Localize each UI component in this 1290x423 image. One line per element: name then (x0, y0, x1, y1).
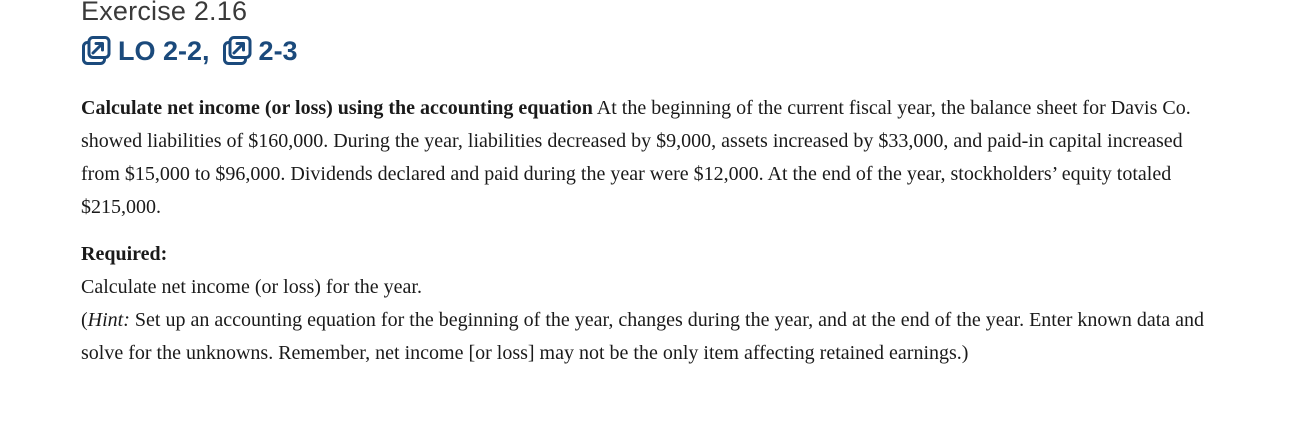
exercise-content (81, 92, 1216, 370)
external-link-icon (81, 36, 111, 66)
lo-label: 2-3 (258, 35, 298, 66)
lo-link-2-3[interactable] (222, 36, 298, 67)
learning-objectives (81, 34, 298, 68)
hint-text: Set up an accounting equation for the beginning of the year, changes during the year, and at the end of the year. Enter known data and solve for the unknowns. Remember, net income [or loss] may not be the only item affecting retained earnings.) (81, 309, 1205, 364)
problem-lead: Calculate net income (or loss) using the accounting equation (81, 97, 593, 119)
exercise-title: Exercise 2.16 (81, 0, 248, 26)
hint (81, 304, 1216, 370)
required-task: Calculate net income (or loss) for the year. (81, 276, 422, 298)
lo-label: LO 2-2 (118, 35, 203, 66)
problem-statement (81, 92, 1216, 224)
hint-label: Hint: (87, 309, 130, 331)
problem-body: At the beginning of the current fiscal year, the balance sheet for Davis Co. showed liabilities of $160,000. During the year, liabilities decreased by $9,000, assets increased by $33,000, and paid-in capital increased from $15,000 to $96,000. Dividends declared and paid during the year were $12,000. At the end of the year, stockholders’ equity totaled $215,000. (81, 97, 1191, 218)
hint-open: ( (81, 309, 88, 331)
external-link-icon (222, 36, 252, 66)
lo-separator: , (202, 35, 210, 66)
lo-link-2-2[interactable] (81, 36, 202, 67)
required-heading: Required: (81, 243, 168, 265)
